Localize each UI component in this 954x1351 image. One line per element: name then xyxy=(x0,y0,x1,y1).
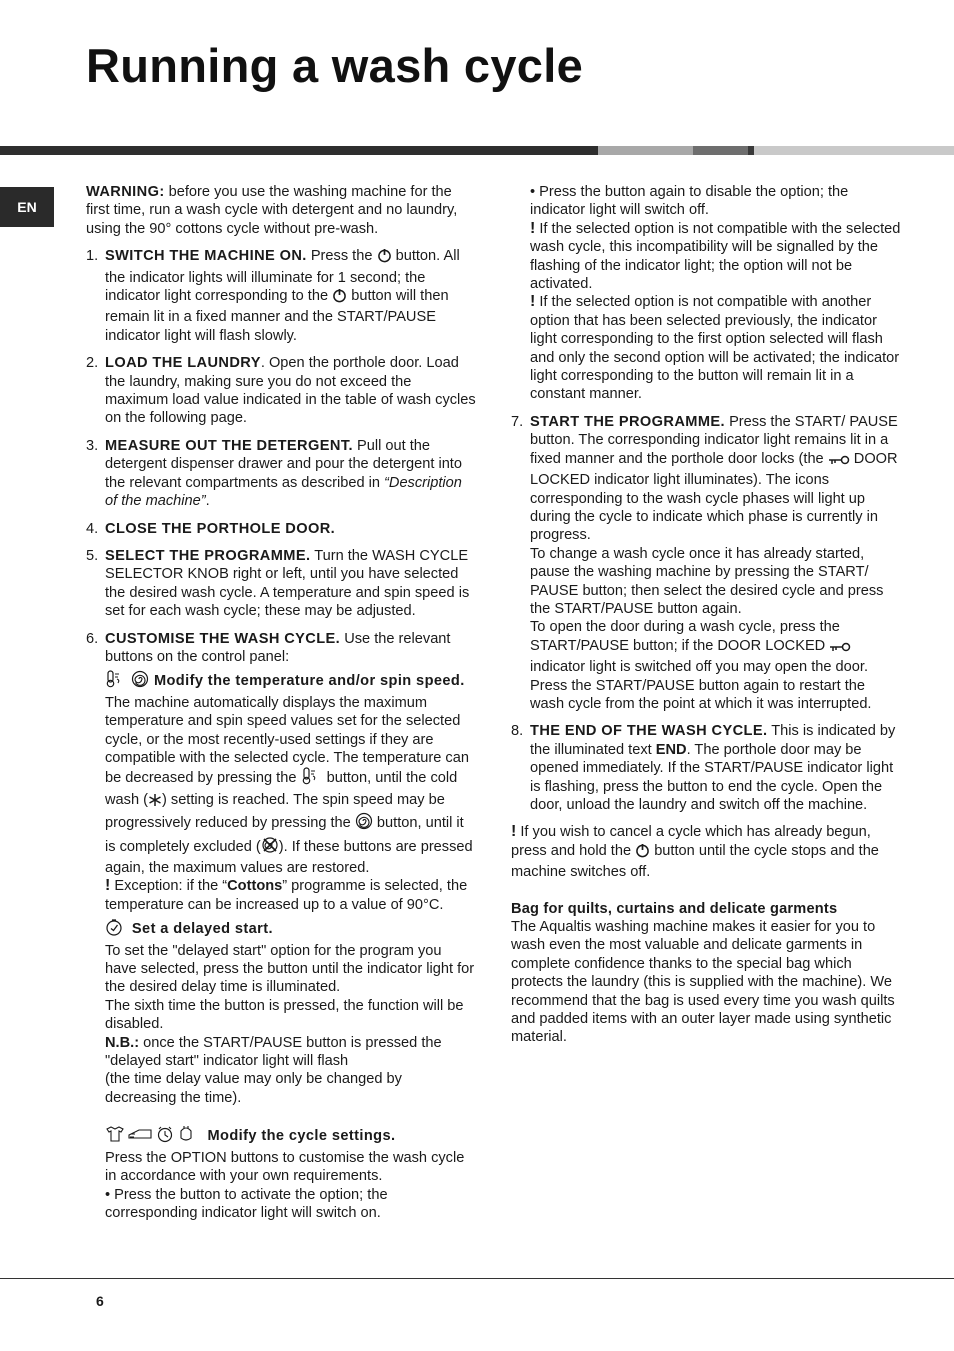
paragraph-text: ) setting is reached. The spin speed may be progressively reduced by pressing the xyxy=(105,791,445,832)
cottons-programme-name: Cottons xyxy=(227,878,283,895)
power-icon xyxy=(332,288,347,308)
step-text: Turn the WASH CYCLE SELECTOR KNOB right or left, until you have selected the desired wash cycle. A temperature and spin speed is set for each wash cycle; these may be adjusted. xyxy=(105,547,470,620)
exclamation-mark: ! xyxy=(530,219,536,237)
paragraph-text: If you wish to cancel a cycle which has already begun, press and hold the xyxy=(511,824,871,859)
spin-icon xyxy=(355,812,373,835)
incompatible-option-note xyxy=(530,293,903,403)
step-1 xyxy=(86,247,476,345)
cycle-settings-bullet: • Press the button to activate the option; the corresponding indicator light will switch on. xyxy=(105,1186,388,1221)
option-bullet: • Press the button again to disable the option; the indicator light will switch off. xyxy=(530,184,849,219)
step-8 xyxy=(511,722,903,814)
header-color-bar xyxy=(0,146,954,155)
paragraph-text: ” programme is selected, the temperature can be increased up to a value of 90°C. xyxy=(105,878,468,913)
paragraph-text: The machine automatically displays the maximum temperature and spin speed values set for the selected cycle, or the most recently-used settings if they are compatible with the selected cycle. The temperature can be decreased by pressing the xyxy=(105,694,469,787)
step-label: LOAD THE LAUNDRY xyxy=(105,355,261,372)
paragraph-text: button until the cycle stops and the machine switches off. xyxy=(511,842,879,881)
language-tab: EN xyxy=(0,187,54,227)
cold-wash-icon xyxy=(148,793,162,812)
step-number: 4. xyxy=(86,520,99,537)
step-text: . The porthole door may be opened immediately. If the START/PAUSE indicator light is flashing, press the button to end the cycle. Open the door, unload the laundry and switch off the machine. xyxy=(530,741,894,813)
warning-text: before you use the washing machine for the first time, run a wash cycle with detergent and no laundry, using the 90° cottons cycle without pre-wash. xyxy=(86,184,458,237)
option-notes xyxy=(511,183,903,404)
delayed-start-heading-text: Set a delayed start. xyxy=(131,921,273,938)
page-number: 6 xyxy=(96,1293,104,1309)
step-text: Press the xyxy=(306,248,377,265)
cycle-settings-heading-text: Modify the cycle settings. xyxy=(207,1128,396,1145)
step-4 xyxy=(86,520,476,538)
temperature-spin-heading-text: Modify the temperature and/or spin speed. xyxy=(153,673,465,690)
step-number: 3. xyxy=(86,437,99,454)
nb-note-continued: (the time delay value may only be changed by decreasing the time). xyxy=(105,1071,402,1106)
door-locked-key-icon xyxy=(828,453,850,471)
warning-label: WARNING: xyxy=(86,184,165,200)
delayed-start-paragraph: The sixth time the button is pressed, the function will be disabled. xyxy=(105,997,464,1033)
temperature-icon xyxy=(301,767,323,790)
cycle-settings-heading xyxy=(105,1125,476,1148)
cycle-settings-paragraph: Press the OPTION buttons to customise the wash cycle in accordance with your own requirements. xyxy=(105,1149,465,1185)
power-icon xyxy=(635,843,650,863)
exception-note xyxy=(105,877,476,914)
spin-icon xyxy=(131,670,149,693)
temperature-spin-heading xyxy=(105,670,476,693)
exclamation-mark: ! xyxy=(511,823,517,841)
header-bar-dark xyxy=(0,146,598,155)
door-locked-key-icon xyxy=(829,640,851,658)
paragraph-text: indicator light is switched off you may open the door. Press the START/PAUSE button again to restart the wash cycle from the point at which it was interrupted. xyxy=(530,659,872,712)
power-icon xyxy=(377,248,392,268)
right-column xyxy=(511,183,903,1047)
step-number: 1. xyxy=(86,248,99,265)
step-label: MEASURE OUT THE DETERGENT. xyxy=(105,437,353,454)
change-cycle-paragraph: To change a wash cycle once it has already started, pause the washing machine by pressing the START/ PAUSE button; then select the desired cycle and press the START/PAUSE button again. xyxy=(530,545,884,617)
paragraph-text: ). If these buttons are pressed again, the maximum values are restored. xyxy=(105,838,473,876)
exclamation-mark: ! xyxy=(105,877,111,895)
page-title: Running a wash cycle xyxy=(86,39,584,92)
delayed-start-heading xyxy=(105,919,476,941)
exclamation-mark: ! xyxy=(530,293,536,311)
step-number: 2. xyxy=(86,355,99,372)
step-number: 8. xyxy=(511,723,524,740)
step-label: SWITCH THE MACHINE ON. xyxy=(105,248,307,265)
paragraph-text: If the selected option is not compatible with another option that has been selected previously, the indicator light corresponding to the first option selected will flash and only the second option will be activated; the indicator light corresponding to the button will remain lit in a constant manner. xyxy=(530,294,900,403)
footer-rule xyxy=(0,1278,954,1279)
step-label: CUSTOMISE THE WASH CYCLE. xyxy=(105,630,341,647)
paragraph-text: once the START/PAUSE button is pressed the "delayed start" indicator light will flash xyxy=(105,1034,442,1070)
step-2 xyxy=(86,354,476,428)
paragraph-text: button, until it is completely excluded ( xyxy=(105,815,464,855)
step-text: Pull out the detergent dispenser drawer and pour the detergent into the relevant compartments as described in xyxy=(105,437,462,491)
step-text: button. All the indicator lights will illuminate for 1 second; the indicator light corresponding to the xyxy=(105,248,460,305)
delayed-start-paragraph: To set the "delayed start" option for the program you have selected, press the button until the indicator light for the desired delay time is illuminated. xyxy=(105,942,475,996)
header-bar-gray xyxy=(693,146,748,155)
temperature-icon xyxy=(105,670,127,693)
step-text: . Open the porthole door. Load the laundry, making sure you do not exceed the maximum load value indicated in the table of wash cycles on the following page. xyxy=(105,355,476,427)
paragraph-text: If the selected option is not compatible with the selected wash cycle, this incompatibility will be signalled by the flashing of the indicator light; the option will not be activated. xyxy=(530,220,901,293)
step-text: DOOR LOCKED indicator light illuminates). The icons corresponding to the wash cycle phases will light up during the cycle to indicate which phase is currently in progress. xyxy=(530,450,898,544)
header-bar-light xyxy=(754,146,954,155)
spin-excluded-icon xyxy=(261,836,279,859)
step-text: Press the START/ PAUSE button. The corresponding indicator light remains lit in a fixed manner and the porthole door locks (the xyxy=(530,413,898,467)
step-7 xyxy=(511,413,903,714)
open-door-paragraph xyxy=(530,618,903,713)
step-italic-ref: “Description of the machine” xyxy=(105,474,462,510)
step-label: SELECT THE PROGRAMME. xyxy=(105,547,311,564)
left-column xyxy=(86,183,476,1231)
step-number: 7. xyxy=(511,413,524,430)
step-text: button will then remain lit in a fixed manner and the START/PAUSE indicator light will flash slowly. xyxy=(105,288,449,344)
step-6 xyxy=(86,630,476,1223)
option-icons xyxy=(105,1125,203,1148)
step-label: START THE PROGRAMME. xyxy=(530,413,726,430)
paragraph-text: Exception: if the “ xyxy=(110,878,228,895)
temperature-spin-paragraph xyxy=(105,694,476,878)
warning-paragraph xyxy=(86,183,476,238)
nb-label: N.B.: xyxy=(105,1034,140,1051)
step-5 xyxy=(86,547,476,621)
step-label: CLOSE THE PORTHOLE DOOR. xyxy=(105,520,336,537)
incompatible-cycle-note xyxy=(530,220,903,294)
step-number: 5. xyxy=(86,547,99,564)
nb-note xyxy=(105,1034,476,1071)
step-text: . xyxy=(205,493,210,510)
cancel-cycle-note xyxy=(511,823,903,881)
bag-section-heading: Bag for quilts, curtains and delicate garments xyxy=(511,900,838,917)
step-3 xyxy=(86,437,476,511)
paragraph-text: button, until the cold wash ( xyxy=(105,770,458,808)
step-text: Use the relevant buttons on the control panel: xyxy=(105,630,451,665)
header-bar-mid xyxy=(598,146,693,155)
step-label: THE END OF THE WASH CYCLE. xyxy=(530,723,768,740)
bag-section-paragraph: The Aqualtis washing machine makes it easier for you to wash even the most valuable and delicate garments in complete confidence thanks to the special bag which protects the laundry (this is supplied with the machine). We recommend that the bag is used every time you wash quilts and padded items with an outer layer made using synthetic material. xyxy=(511,919,895,1046)
step-number: 6. xyxy=(86,630,99,647)
delayed-start-icon xyxy=(105,919,123,941)
paragraph-text: To open the door during a wash cycle, press the START/PAUSE button; if the DOOR LOCKED xyxy=(530,619,840,654)
step-text: This is indicated by the illuminated text xyxy=(530,723,896,758)
end-display-text: END xyxy=(655,741,687,758)
